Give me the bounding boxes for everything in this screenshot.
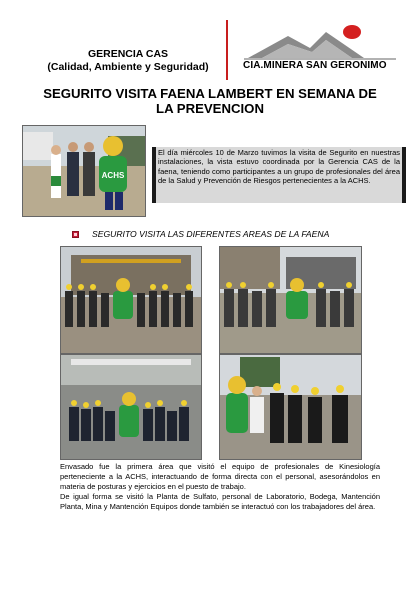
intro-box [152, 147, 406, 203]
section-heading: SEGURITO VISITA LAS DIFERENTES AREAS DE LA FAENA [92, 229, 330, 239]
mascot-sign: ACHS [101, 171, 125, 180]
body-text [60, 462, 380, 512]
photo-group-outdoor-2 [219, 246, 362, 354]
department-description: (Calidad, Ambiente y Seguridad) [47, 61, 209, 73]
intro-text: El día miércoles 10 de Marzo tuvimos la visita de Segurito en nuestras instalaciones, la vista estuvo coordinada por la Gerencia CAS de la faena, teniendo como participantes a un grupo de profesionales del área de la Salud y Prevención de Riesgos pertenecientes a la ACHS. [156, 147, 402, 203]
photo-segurito-group [22, 125, 146, 217]
photo-segurito-workers [219, 354, 362, 460]
page-title: SEGURITO VISITA FAENA LAMBERT EN SEMANA DE LA PREVENCION [43, 86, 377, 116]
paragraph-1: Envasado fue la primera área que visitó el equipo de profesionales de Kinesiología perteneciente a la ACHS, interactuando de forma directa con el personal, asesorándolos en materia de posturas y ejercicios en el puesto de trabajo. [60, 462, 380, 491]
department-name: GERENCIA CAS [87, 48, 169, 60]
bullet-icon [72, 231, 79, 238]
photo-group-outdoor-1 [60, 246, 202, 354]
paragraph-2: De igual forma se visitó la Planta de Sulfato, personal de Laboratorio, Bodega, Mantención Planta, Mina y Mantención Equipos donde también se interactuó con los trabajadores del área. [60, 492, 380, 511]
company-name: CIA.MINERA SAN GERONIMO [243, 60, 387, 71]
header-divider [226, 20, 228, 80]
photo-group-indoor [60, 354, 202, 460]
department-header [28, 48, 228, 74]
